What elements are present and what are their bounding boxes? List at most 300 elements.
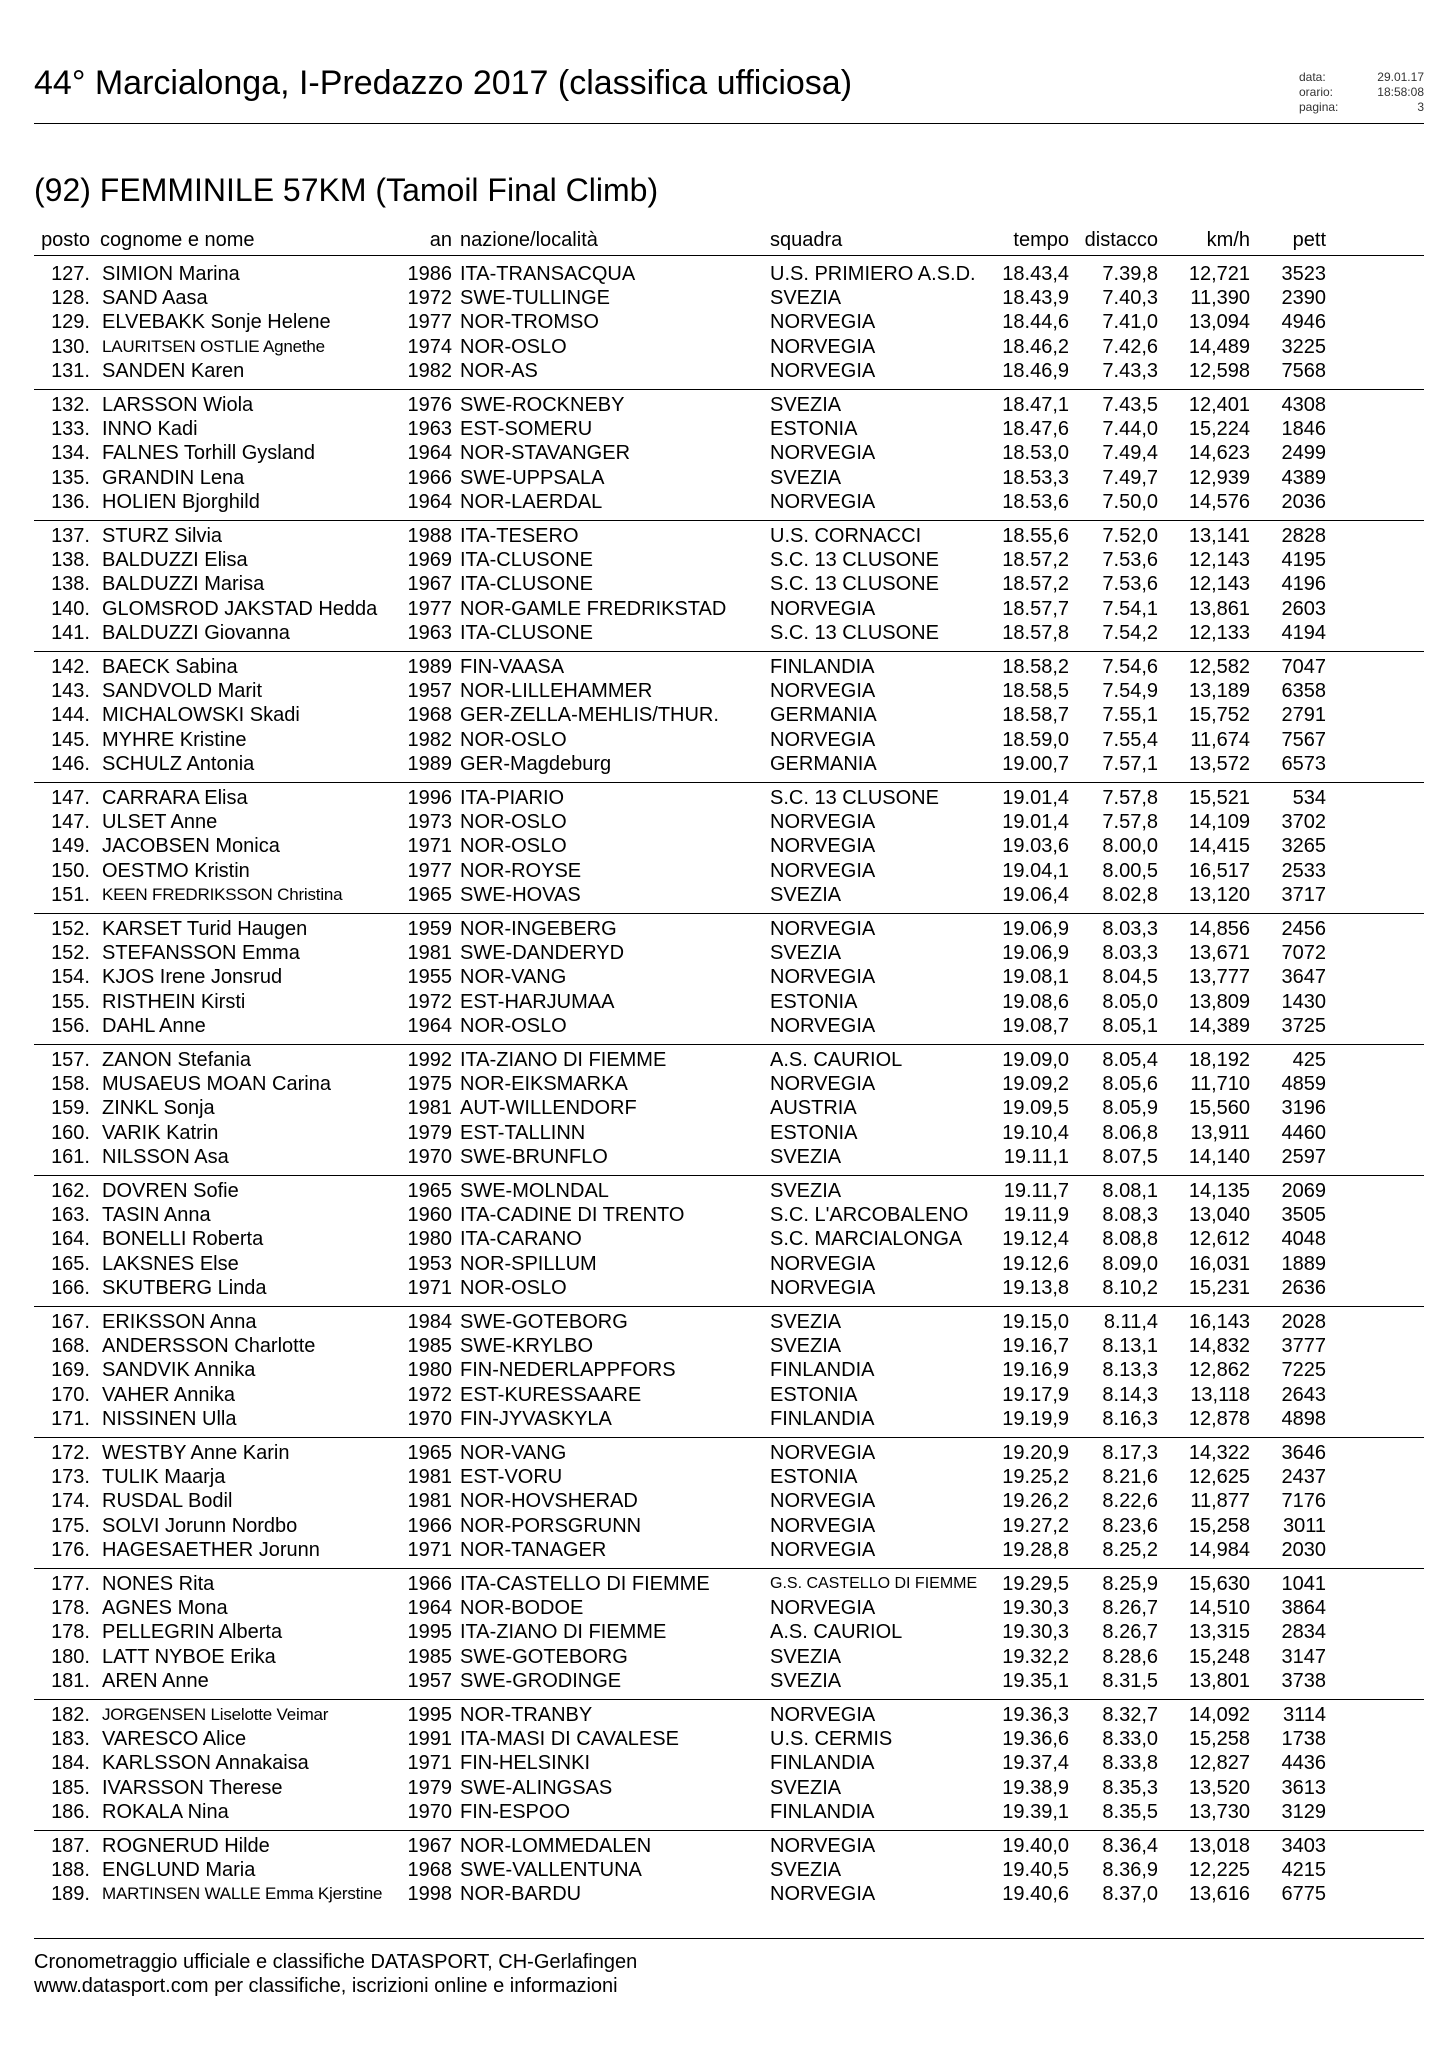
cell-naz: NOR-LAERDAL [460,490,603,513]
cell-pett: 1738 [1281,1728,1326,1751]
cell-posto: 144. [51,704,90,727]
cell-tempo: 18.53,3 [1002,466,1069,489]
cell-pett: 2028 [1281,1311,1326,1333]
table-row [34,1358,1424,1382]
cell-name: AREN Anne [102,1669,209,1692]
cell-an: 1992 [407,1049,452,1071]
cell-naz: EST-HARJUMAA [460,990,615,1013]
cell-pett: 3647 [1281,966,1326,989]
cell-tempo: 19.11,1 [1003,1145,1069,1168]
cell-an: 1957 [407,1669,452,1692]
table-row [34,728,1424,752]
table-row [34,1121,1424,1145]
cell-pett: 3403 [1281,1835,1326,1857]
col-header-naz: nazione/località [460,229,598,251]
cell-posto: 138. [51,549,90,572]
cell-an: 1975 [407,1073,452,1096]
cell-distacco: 7.49,7 [1102,466,1158,489]
cell-tempo: 19.12,4 [1002,1228,1069,1251]
cell-pett: 4194 [1281,621,1326,644]
cell-distacco: 7.42,6 [1102,335,1158,358]
cell-squadra: ESTONIA [770,418,858,441]
cell-an: 1972 [407,1383,452,1406]
table-row [34,1669,1424,1693]
cell-tempo: 19.40,0 [1002,1835,1069,1857]
cell-kmh: 14,135 [1188,1180,1250,1202]
cell-posto: 158. [51,1073,90,1096]
cell-pett: 3738 [1281,1669,1326,1692]
cell-distacco: 7.49,4 [1102,442,1158,465]
cell-kmh: 13,572 [1188,752,1250,775]
cell-kmh: 14,832 [1188,1335,1250,1358]
cell-an: 1977 [407,311,452,334]
cell-squadra: FINLANDIA [770,1800,875,1823]
cell-name: LATT NYBOE Erika [102,1645,276,1668]
cell-posto: 149. [51,835,90,858]
table-row [34,1048,1424,1072]
cell-an: 1963 [407,621,452,644]
cell-name: WESTBY Anne Karin [102,1442,290,1464]
cell-posto: 178. [51,1597,90,1620]
cell-an: 1970 [407,1145,452,1168]
cell-kmh: 12,401 [1188,394,1250,416]
cell-squadra: NORVEGIA [770,1252,876,1275]
cell-name: SAND Aasa [102,287,208,310]
cell-distacco: 7.40,3 [1102,287,1158,310]
cell-naz: EST-VORU [460,1466,563,1489]
cell-name: GRANDIN Lena [102,466,245,489]
cell-an: 1972 [407,990,452,1013]
cell-squadra: NORVEGIA [770,1597,876,1620]
cell-squadra: NORVEGIA [770,966,876,989]
cell-squadra: G.S. CASTELLO DI FIEMME [770,1575,978,1592]
cell-kmh: 11,674 [1190,728,1250,751]
table-row [34,1383,1424,1407]
cell-naz: FIN-JYVASKYLA [460,1407,612,1430]
cell-an: 1989 [407,752,452,775]
table-row [34,752,1424,776]
cell-pett: 4048 [1281,1228,1326,1251]
cell-tempo: 18.44,6 [1002,311,1069,334]
cell-pett: 6775 [1281,1883,1326,1906]
cell-pett: 4308 [1281,394,1326,416]
group-divider [34,782,1424,783]
cell-naz: NOR-BARDU [460,1883,582,1906]
table-row [34,1751,1424,1775]
cell-name: PELLEGRIN Alberta [102,1621,283,1644]
cell-naz: NOR-HOVSHERAD [460,1490,638,1513]
cell-tempo: 19.37,4 [1002,1752,1069,1775]
table-row [34,786,1424,810]
cell-name: NONES Rita [102,1573,215,1595]
cell-naz: SWE-TULLINGE [460,287,611,310]
cell-squadra: NORVEGIA [770,335,876,358]
cell-naz: FIN-ESPOO [460,1800,571,1823]
cell-pett: 7567 [1281,728,1326,751]
cell-name: KARSET Turid Haugen [102,918,308,940]
table-row [34,310,1424,334]
cell-distacco: 8.23,6 [1102,1514,1158,1537]
cell-squadra: U.S. CERMIS [770,1728,893,1751]
cell-squadra: SVEZIA [770,1145,842,1168]
cell-name: TASIN Anna [102,1204,211,1227]
cell-squadra: NORVEGIA [770,1442,876,1464]
cell-pett: 2030 [1281,1538,1326,1561]
cell-distacco: 7.54,1 [1102,597,1158,620]
cell-kmh: 14,510 [1188,1597,1250,1620]
cell-kmh: 13,118 [1190,1383,1250,1406]
cell-kmh: 14,489 [1188,335,1250,358]
cell-an: 1965 [407,883,452,906]
cell-squadra: AUSTRIA [770,1097,857,1120]
cell-naz: SWE-MOLNDAL [460,1180,609,1202]
cell-distacco: 8.08,3 [1102,1204,1158,1227]
cell-posto: 180. [51,1645,90,1668]
cell-pett: 4389 [1281,466,1326,489]
cell-distacco: 8.09,0 [1102,1252,1158,1275]
cell-distacco: 7.54,6 [1102,656,1158,678]
cell-squadra: SVEZIA [770,287,842,310]
table-row [34,1800,1424,1824]
cell-kmh: 15,231 [1188,1276,1250,1299]
group-divider [34,913,1424,914]
cell-tempo: 19.01,4 [1002,787,1069,809]
cell-kmh: 15,521 [1188,787,1250,809]
table-row [34,1145,1424,1169]
cell-kmh: 12,862 [1188,1359,1250,1382]
table-row [34,466,1424,490]
cell-naz: ITA-CASTELLO DI FIEMME [460,1573,710,1595]
table-row [34,417,1424,441]
cell-kmh: 14,856 [1188,918,1250,940]
cell-kmh: 15,752 [1188,704,1250,727]
cell-naz: ITA-TESERO [460,525,579,547]
cell-squadra: NORVEGIA [770,1014,876,1037]
cell-distacco: 7.43,5 [1102,394,1158,416]
cell-posto: 142. [51,656,90,678]
cell-squadra: SVEZIA [770,1311,842,1333]
cell-pett: 3613 [1281,1776,1326,1799]
cell-naz: SWE-GRODINGE [460,1669,622,1692]
cell-an: 1959 [407,918,452,940]
cell-distacco: 8.35,5 [1102,1800,1158,1823]
cell-naz: NOR-LILLEHAMMER [460,680,653,703]
cell-pett: 2603 [1281,597,1326,620]
cell-naz: NOR-INGEBERG [460,918,617,940]
cell-distacco: 8.25,2 [1102,1538,1158,1561]
cell-naz: FIN-NEDERLAPPFORS [460,1359,676,1382]
cell-an: 1955 [407,966,452,989]
cell-name: VARIK Katrin [102,1121,219,1144]
cell-an: 1998 [407,1883,452,1906]
cell-kmh: 13,616 [1188,1883,1250,1906]
cell-squadra: NORVEGIA [770,1883,876,1906]
cell-tempo: 19.09,2 [1002,1073,1069,1096]
cell-posto: 174. [51,1490,90,1513]
table-row [34,917,1424,941]
col-header-kmh: km/h [1206,229,1250,251]
cell-distacco: 8.26,7 [1102,1597,1158,1620]
cell-name: STEFANSSON Emma [102,942,300,965]
cell-squadra: NORVEGIA [770,1490,876,1513]
cell-kmh: 13,671 [1188,942,1250,965]
cell-tempo: 19.36,3 [1002,1704,1069,1726]
cell-distacco: 8.06,8 [1102,1121,1158,1144]
cell-pett: 2499 [1281,442,1326,465]
cell-distacco: 8.17,3 [1102,1442,1158,1464]
cell-squadra: SVEZIA [770,466,842,489]
table-row [34,1538,1424,1562]
cell-naz: FIN-HELSINKI [460,1752,591,1775]
cell-posto: 127. [51,263,90,285]
cell-tempo: 18.55,6 [1002,525,1069,547]
cell-posto: 184. [51,1752,90,1775]
cell-squadra: NORVEGIA [770,1514,876,1537]
group-divider [34,1044,1424,1045]
cell-name: STURZ Silvia [102,525,223,547]
cell-distacco: 7.53,6 [1102,549,1158,572]
cell-an: 1960 [407,1204,452,1227]
cell-an: 1971 [407,1538,452,1561]
table-row [34,1203,1424,1227]
cell-distacco: 7.57,1 [1102,752,1158,775]
cell-posto: 163. [51,1204,90,1227]
cell-an: 1986 [407,263,452,285]
table-row [34,335,1424,359]
cell-an: 1977 [407,859,452,882]
table-row [34,1179,1424,1203]
table-row [34,655,1424,679]
cell-posto: 156. [51,1014,90,1037]
cell-kmh: 15,258 [1188,1728,1250,1751]
cell-name: FALNES Torhill Gysland [102,442,316,465]
cell-naz: NOR-TANAGER [460,1538,607,1561]
cell-pett: 7072 [1281,942,1326,965]
cell-naz: SWE-ALINGSAS [460,1776,613,1799]
cell-an: 1988 [407,525,452,547]
cell-squadra: SVEZIA [770,1335,842,1358]
cell-an: 1968 [407,1859,452,1882]
cell-tempo: 18.53,0 [1002,442,1069,465]
table-row [34,597,1424,621]
meta-label: pagina: [1299,100,1339,114]
cell-name: JORGENSEN Liselotte Veimar [102,1705,329,1724]
cell-distacco: 7.52,0 [1102,525,1158,547]
cell-naz: SWE-UPPSALA [460,466,605,489]
cell-tempo: 18.59,0 [1002,728,1069,751]
cell-posto: 185. [51,1776,90,1799]
cell-squadra: NORVEGIA [770,359,876,382]
cell-squadra: ESTONIA [770,1383,858,1406]
cell-naz: NOR-OSLO [460,728,567,751]
cell-kmh: 15,248 [1188,1645,1250,1668]
cell-pett: 3114 [1282,1704,1326,1726]
cell-distacco: 8.10,2 [1102,1276,1158,1299]
cell-tempo: 18.57,2 [1002,573,1069,596]
cell-posto: 166. [51,1276,90,1299]
cell-an: 1989 [407,656,452,678]
cell-naz: SWE-GOTEBORG [460,1311,628,1333]
cell-naz: NOR-OSLO [460,1276,567,1299]
cell-squadra: NORVEGIA [770,1538,876,1561]
col-header-posto: posto [41,229,90,251]
cell-an: 1979 [407,1776,452,1799]
cell-distacco: 8.13,3 [1102,1359,1158,1382]
cell-name: RISTHEIN Kirsti [102,990,246,1013]
cell-an: 1981 [407,1097,452,1120]
cell-pett: 2036 [1281,490,1326,513]
cell-kmh: 11,710 [1190,1073,1250,1096]
cell-posto: 183. [51,1728,90,1751]
cell-an: 1964 [407,490,452,513]
cell-naz: ITA-CLUSONE [460,573,593,596]
cell-kmh: 13,730 [1188,1800,1250,1823]
cell-kmh: 12,225 [1188,1859,1250,1882]
cell-pett: 2390 [1281,287,1326,310]
cell-tempo: 19.06,9 [1002,942,1069,965]
cell-distacco: 8.05,6 [1102,1073,1158,1096]
cell-tempo: 19.06,4 [1002,883,1069,906]
cell-posto: 147. [51,811,90,834]
cell-squadra: ESTONIA [770,1121,858,1144]
cell-naz: NOR-VANG [460,966,567,989]
cell-kmh: 14,109 [1188,811,1250,834]
cell-pett: 3725 [1281,1014,1326,1037]
cell-distacco: 8.28,6 [1102,1645,1158,1668]
cell-distacco: 8.05,9 [1102,1097,1158,1120]
table-row [34,1514,1424,1538]
cell-posto: 172. [51,1442,90,1464]
cell-squadra: SVEZIA [770,1859,842,1882]
table-row [34,834,1424,858]
cell-name: MYHRE Kristine [102,728,247,751]
cell-name: ZINKL Sonja [102,1097,215,1120]
cell-pett: 3717 [1281,883,1326,906]
cell-kmh: 13,777 [1188,966,1250,989]
cell-distacco: 8.03,3 [1102,942,1158,965]
cell-naz: ITA-ZIANO DI FIEMME [460,1049,667,1071]
cell-pett: 4946 [1281,311,1326,334]
cell-pett: 4196 [1281,573,1326,596]
table-row [34,1858,1424,1882]
cell-name: MARTINSEN WALLE Emma Kjerstine [102,1884,383,1904]
cell-distacco: 8.04,5 [1102,966,1158,989]
cell-distacco: 8.07,5 [1102,1145,1158,1168]
cell-naz: ITA-CLUSONE [460,549,593,572]
cell-distacco: 8.22,6 [1102,1490,1158,1513]
cell-posto: 145. [51,728,90,751]
group-divider [34,1306,1424,1307]
cell-posto: 129. [51,311,90,334]
cell-squadra: NORVEGIA [770,1276,876,1299]
cell-squadra: NORVEGIA [770,311,876,334]
group-divider [34,651,1424,652]
cell-posto: 169. [51,1359,90,1382]
cell-distacco: 8.11,4 [1103,1311,1158,1333]
cell-squadra: S.C. 13 CLUSONE [770,549,939,572]
cell-posto: 175. [51,1514,90,1537]
table-row [34,1645,1424,1669]
cell-pett: 2069 [1281,1180,1326,1202]
cell-naz: NOR-OSLO [460,835,567,858]
cell-tempo: 19.03,6 [1002,835,1069,858]
cell-tempo: 19.15,0 [1002,1311,1069,1333]
cell-distacco: 8.00,5 [1102,859,1158,882]
cell-name: KEEN FREDRIKSSON Christina [102,884,343,904]
cell-pett: 3225 [1281,335,1326,358]
cell-pett: 3864 [1281,1597,1326,1620]
cell-name: HAGESAETHER Jorunn [102,1538,320,1561]
cell-pett: 534 [1292,787,1326,809]
cell-tempo: 19.19,9 [1002,1407,1069,1430]
cell-distacco: 8.31,5 [1102,1669,1158,1692]
cell-kmh: 14,389 [1188,1014,1250,1037]
col-header-an: an [429,229,452,251]
cell-an: 1967 [407,573,452,596]
cell-kmh: 12,625 [1188,1466,1250,1489]
cell-kmh: 15,560 [1188,1097,1250,1120]
cell-tempo: 19.32,2 [1002,1645,1069,1668]
cell-pett: 3265 [1281,835,1326,858]
cell-name: SANDEN Karen [102,359,245,382]
cell-naz: AUT-WILLENDORF [460,1097,637,1120]
cell-pett: 3646 [1281,1442,1326,1464]
cell-name: IVARSSON Therese [102,1776,283,1799]
cell-pett: 2834 [1281,1621,1326,1644]
cell-squadra: S.C. 13 CLUSONE [770,621,939,644]
cell-squadra: NORVEGIA [770,1704,876,1726]
cell-tempo: 19.30,3 [1002,1621,1069,1644]
cell-naz: NOR-PORSGRUNN [460,1514,642,1537]
cell-pett: 3523 [1281,263,1326,285]
cell-tempo: 18.47,6 [1002,418,1069,441]
cell-distacco: 8.26,7 [1102,1621,1158,1644]
cell-an: 1981 [407,1490,452,1513]
cell-distacco: 7.41,0 [1102,311,1158,334]
col-header-tempo: tempo [1013,229,1069,251]
cell-name: VARESCO Alice [102,1728,247,1751]
cell-name: NISSINEN Ulla [102,1407,237,1430]
table-row [34,883,1424,907]
cell-kmh: 12,878 [1188,1407,1250,1430]
table-row [34,548,1424,572]
cell-posto: 131. [51,359,90,382]
cell-squadra: NORVEGIA [770,859,876,882]
cell-tempo: 18.53,6 [1002,490,1069,513]
cell-naz: ITA-MASI DI CAVALESE [460,1728,679,1751]
table-row [34,524,1424,548]
cell-distacco: 8.25,9 [1102,1573,1158,1595]
cell-distacco: 8.37,0 [1102,1883,1158,1906]
cell-pett: 4195 [1281,549,1326,572]
cell-distacco: 7.50,0 [1102,490,1158,513]
cell-kmh: 12,598 [1188,359,1250,382]
table-row [34,965,1424,989]
cell-naz: ITA-TRANSACQUA [460,263,636,285]
cell-name: SOLVI Jorunn Nordbo [102,1514,298,1537]
cell-pett: 1889 [1281,1252,1326,1275]
cell-posto: 136. [51,490,90,513]
cell-kmh: 12,133 [1188,621,1250,644]
cell-pett: 2791 [1281,704,1326,727]
cell-name: ROKALA Nina [102,1800,229,1823]
cell-tempo: 19.29,5 [1002,1573,1069,1595]
cell-kmh: 15,630 [1188,1573,1250,1595]
table-row [34,1096,1424,1120]
cell-posto: 133. [51,418,90,441]
cell-kmh: 13,040 [1188,1204,1250,1227]
cell-posto: 189. [51,1883,90,1906]
